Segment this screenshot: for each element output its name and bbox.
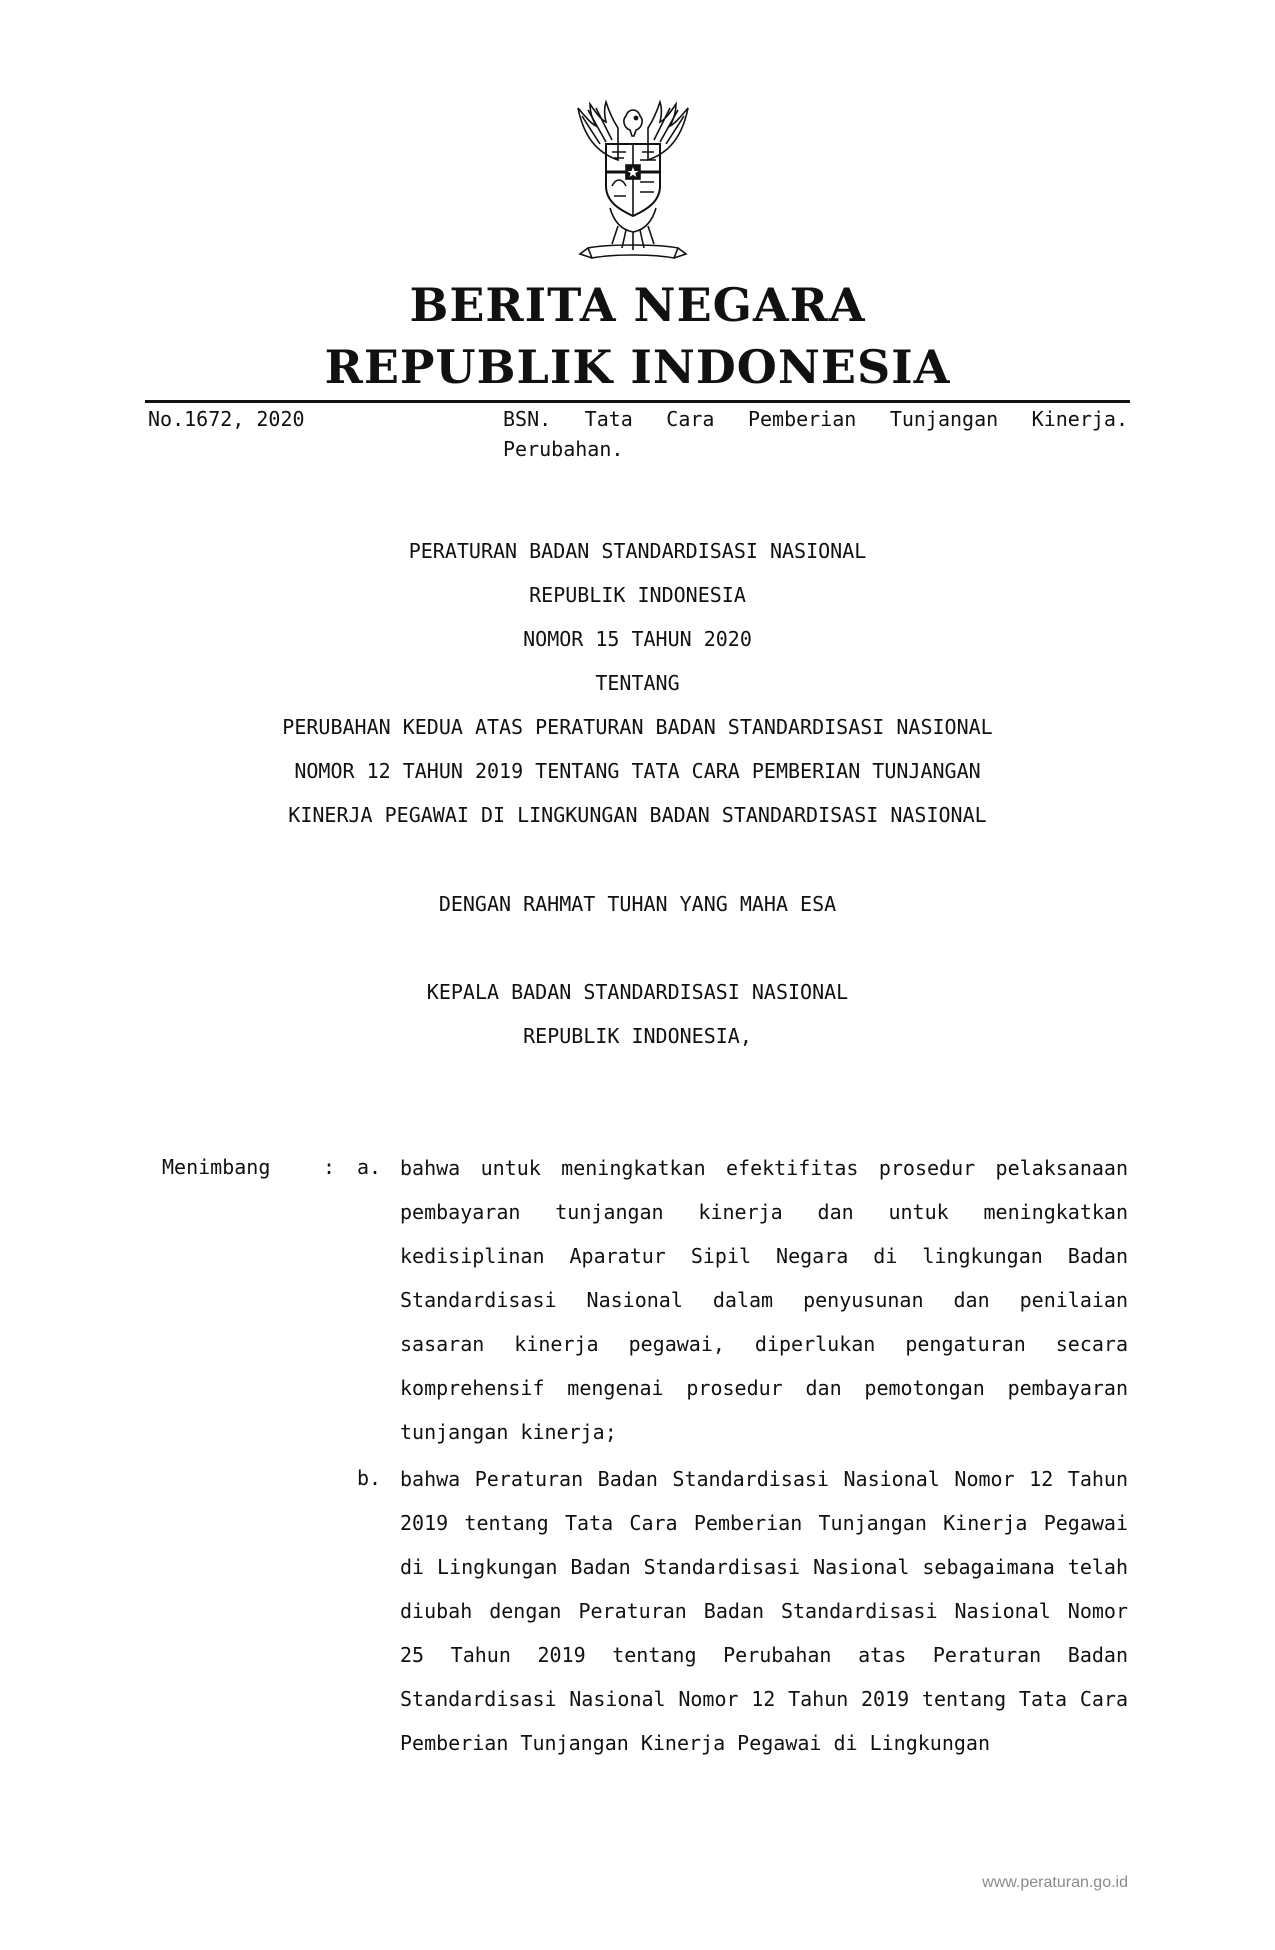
blessing-line: DENGAN RAHMAT TUHAN YANG MAHA ESA xyxy=(438,892,837,916)
item-letter: b. xyxy=(357,1466,382,1490)
regulation-line: NOMOR 12 TAHUN 2019 TENTANG TATA CARA PEMBERIAN TUNJANGAN xyxy=(294,759,981,783)
regulation-line: TENTANG xyxy=(595,671,680,695)
authority-heading xyxy=(0,970,1275,1058)
footer-website: www.peraturan.go.id xyxy=(982,1874,1128,1891)
gazette-title-line1: BERITA NEGARA xyxy=(409,278,866,332)
item-text: bahwa Peraturan Badan Standardisasi Nasional Nomor 12 Tahun 2019 tentang Tata Cara Pemberian Tunjangan Kinerja Pegawai di Lingkungan Badan Standardisasi Nasional sebagaimana telah diubah dengan Peraturan Badan Standardisasi Nasional Nomor 25 Tahun 2019 tentang Perubahan atas Peraturan Badan Standardisasi Nasional Nomor 12 Tahun 2019 tentang Tata Cara Pemberian Tunjangan Kinerja Pegawai di Lingkungan xyxy=(400,1467,1128,1755)
regulation-line: PERUBAHAN KEDUA ATAS PERATURAN BADAN STANDARDISASI NASIONAL xyxy=(282,715,993,739)
gazette-number: No.1672, 2020 xyxy=(148,407,305,431)
gazette-subject: BSN. Tata Cara Pemberian Tunjangan Kinerja. Perubahan. xyxy=(503,407,1128,461)
gazette-title-line2: REPUBLIK INDONESIA xyxy=(324,340,951,394)
authority-line: REPUBLIK INDONESIA, xyxy=(523,1024,752,1048)
title-divider xyxy=(145,400,1130,403)
regulation-line: REPUBLIK INDONESIA xyxy=(529,583,746,607)
considering-colon: : xyxy=(323,1155,336,1179)
regulation-line: KINERJA PEGAWAI DI LINGKUNGAN BADAN STANDARDISASI NASIONAL xyxy=(288,803,987,827)
regulation-heading xyxy=(0,529,1275,837)
garuda-emblem-icon xyxy=(548,98,718,266)
regulation-line: PERATURAN BADAN STANDARDISASI NASIONAL xyxy=(408,539,867,563)
item-letter: a. xyxy=(357,1155,382,1179)
authority-line: KEPALA BADAN STANDARDISASI NASIONAL xyxy=(426,980,849,1004)
item-text: bahwa untuk meningkatkan efektifitas prosedur pelaksanaan pembayaran tunjangan kinerja dan untuk meningkatkan kedisiplinan Aparatur Sipil Negara di lingkungan Badan Standardisasi Nasional dalam penyusunan dan penilaian sasaran kinerja pegawai, diperlukan pengaturan secara komprehensif mengenai prosedur dan pemotongan pembayaran tunjangan kinerja; xyxy=(400,1156,1128,1444)
considering-label: Menimbang xyxy=(162,1155,271,1179)
regulation-line: NOMOR 15 TAHUN 2020 xyxy=(523,627,752,651)
